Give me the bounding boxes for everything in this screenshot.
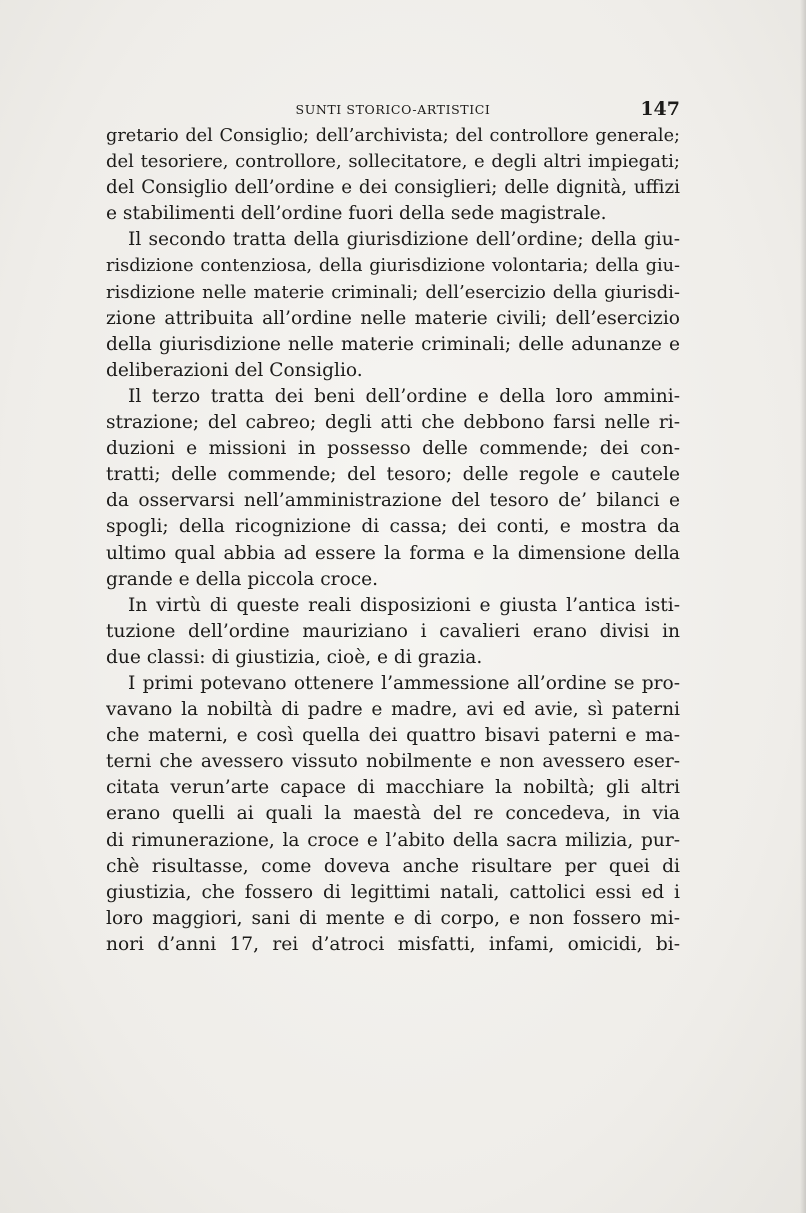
text-line: duzioni e missioni in possesso delle commende; dei con- — [106, 438, 680, 460]
text-line: chè risultasse, come doveva anche risultare per quei di — [106, 855, 680, 877]
text-line: deliberazioni del Consiglio. — [106, 359, 363, 381]
text-line: vavano la nobiltà di padre e madre, avi ed avie, sì paterni — [106, 699, 680, 721]
running-head-title: SUNTI STORICO-ARTISTICI — [295, 102, 491, 117]
page-number: 147 — [640, 98, 680, 120]
running-head — [106, 99, 680, 121]
text-line: della giurisdizione nelle materie criminali; delle adunanze e — [106, 333, 680, 355]
text-line: In virtù di queste reali disposizioni e giusta l’antica isti- — [128, 594, 680, 616]
body-text — [106, 123, 680, 958]
text-line: che materni, e così quella dei quattro bisavi paterni e ma- — [106, 725, 680, 747]
text-line: spogli; della ricognizione di cassa; dei conti, e mostra da — [106, 516, 680, 538]
text-line: del Consiglio dell’ordine e dei consiglieri; delle dignità, uffizi — [106, 177, 680, 199]
text-line: risdizione contenziosa, della giurisdizione volontaria; della giu- — [106, 256, 680, 277]
text-line: loro maggiori, sani di mente e di corpo, e non fossero mi- — [106, 907, 680, 929]
text-line: I primi potevano ottenere l’ammessione all’ordine se pro- — [128, 672, 680, 694]
text-line: erano quelli ai quali la maestà del re concedeva, in via — [106, 803, 680, 825]
text-line: gretario del Consiglio; dell’archivista; del controllore generale; — [106, 126, 680, 146]
text-line: giustizia, che fossero di legittimi natali, cattolici essi ed i — [106, 881, 680, 903]
text-line: tuzione dell’ordine mauriziano i cavalieri erano divisi in — [106, 620, 680, 642]
text-line: zione attribuita all’ordine nelle materie civili; dell’esercizio — [106, 307, 680, 329]
text-line: terni che avessero vissuto nobilmente e non avessero eser- — [106, 751, 680, 773]
text-line: di rimunerazione, la croce e l’abito della sacra milizia, pur- — [106, 829, 680, 851]
text-line: grande e della piccola croce. — [106, 568, 379, 590]
text-line: nori d’anni 17, rei d’atroci misfatti, infami, omicidi, bi- — [106, 933, 680, 955]
text-line: del tesoriere, controllore, sollecitatore, e degli altri impiegati; — [106, 151, 680, 173]
text-line: Il secondo tratta della giurisdizione dell’ordine; della giu- — [128, 229, 680, 251]
text-line: tratti; delle commende; del tesoro; delle regole e cautele — [106, 464, 680, 486]
text-line: citata verun’arte capace di macchiare la nobiltà; gli altri — [106, 777, 680, 799]
text-line: Il terzo tratta dei beni dell’ordine e della loro ammini- — [128, 385, 680, 407]
text-line: ultimo qual abbia ad essere la forma e la dimensione della — [106, 542, 680, 564]
text-line: risdizione nelle materie criminali; dell’esercizio della giurisdi- — [106, 281, 680, 303]
text-line: da osservarsi nell’amministrazione del tesoro de’ bilanci e — [106, 490, 680, 512]
text-line: due classi: di giustizia, cioè, e di grazia. — [106, 646, 483, 668]
text-line: strazione; del cabreo; degli atti che debbono farsi nelle ri- — [106, 412, 680, 434]
text-line: e stabilimenti dell’ordine fuori della sede magistrale. — [106, 203, 607, 225]
